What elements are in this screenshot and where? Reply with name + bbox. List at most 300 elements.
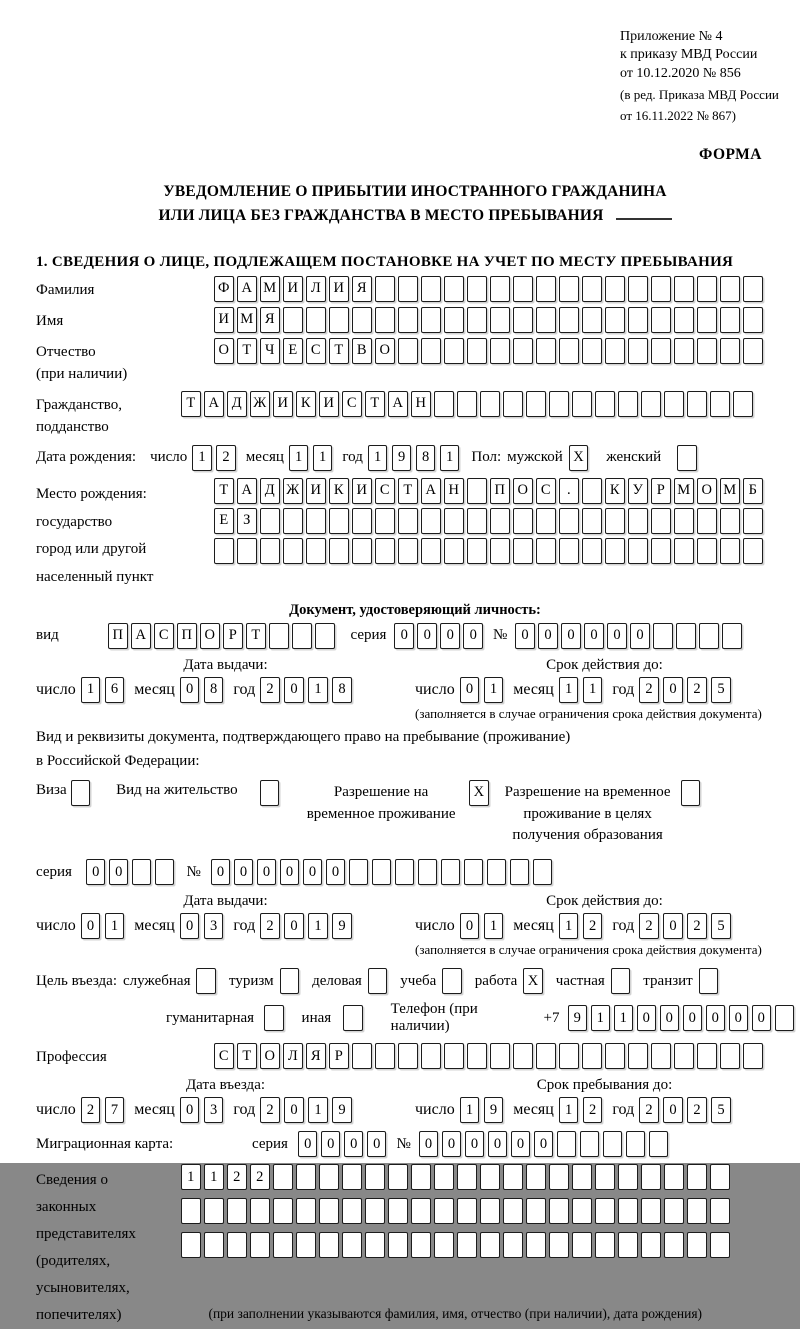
form-cell[interactable] bbox=[411, 1232, 431, 1258]
form-cell[interactable] bbox=[204, 1198, 224, 1224]
form-cell[interactable]: 1 bbox=[614, 1005, 634, 1031]
form-cell[interactable] bbox=[503, 1232, 523, 1258]
form-cell[interactable] bbox=[306, 538, 326, 564]
form-cell[interactable] bbox=[582, 1043, 602, 1069]
form-cell[interactable]: Е bbox=[214, 508, 234, 534]
form-cell[interactable]: 0 bbox=[321, 1131, 341, 1157]
form-cell[interactable] bbox=[720, 338, 740, 364]
form-cell[interactable] bbox=[398, 338, 418, 364]
form-cell[interactable] bbox=[557, 1131, 577, 1157]
form-cell[interactable]: 1 bbox=[591, 1005, 611, 1031]
form-cell[interactable] bbox=[699, 968, 719, 994]
form-cell[interactable] bbox=[227, 1198, 247, 1224]
form-cell[interactable]: 0 bbox=[367, 1131, 387, 1157]
form-cell[interactable]: 0 bbox=[394, 623, 414, 649]
form-cell[interactable] bbox=[549, 1198, 569, 1224]
form-cell[interactable]: К bbox=[329, 478, 349, 504]
form-cell[interactable] bbox=[388, 1164, 408, 1190]
form-cell[interactable] bbox=[250, 1198, 270, 1224]
form-cell[interactable] bbox=[526, 391, 546, 417]
form-cell[interactable] bbox=[132, 859, 152, 885]
form-cell[interactable] bbox=[352, 1043, 372, 1069]
form-cell[interactable]: 9 bbox=[484, 1097, 504, 1123]
form-cell[interactable]: А bbox=[131, 623, 151, 649]
form-cell[interactable] bbox=[503, 1198, 523, 1224]
form-cell[interactable] bbox=[467, 538, 487, 564]
form-cell[interactable]: Т bbox=[237, 1043, 257, 1069]
form-cell[interactable]: 0 bbox=[584, 623, 604, 649]
form-cell[interactable]: 8 bbox=[416, 445, 436, 471]
form-cell[interactable] bbox=[480, 1198, 500, 1224]
form-cell[interactable] bbox=[582, 538, 602, 564]
form-cell[interactable] bbox=[513, 1043, 533, 1069]
form-cell[interactable] bbox=[628, 538, 648, 564]
form-cell[interactable] bbox=[651, 307, 671, 333]
form-cell[interactable]: 2 bbox=[639, 1097, 659, 1123]
form-cell[interactable]: Т bbox=[181, 391, 201, 417]
form-cell[interactable] bbox=[687, 1198, 707, 1224]
form-cell[interactable]: 0 bbox=[660, 1005, 680, 1031]
form-cell[interactable]: О bbox=[260, 1043, 280, 1069]
form-cell[interactable]: 0 bbox=[234, 859, 254, 885]
form-cell[interactable] bbox=[237, 538, 257, 564]
form-cell[interactable] bbox=[641, 391, 661, 417]
form-cell[interactable] bbox=[71, 780, 91, 806]
form-cell[interactable]: 1 bbox=[181, 1164, 201, 1190]
form-cell[interactable] bbox=[549, 1164, 569, 1190]
form-cell[interactable]: 0 bbox=[284, 1097, 304, 1123]
form-cell[interactable]: 1 bbox=[460, 1097, 480, 1123]
form-cell[interactable] bbox=[572, 391, 592, 417]
form-cell[interactable]: Я bbox=[260, 307, 280, 333]
form-cell[interactable] bbox=[467, 508, 487, 534]
form-cell[interactable]: 0 bbox=[86, 859, 106, 885]
form-cell[interactable]: Т bbox=[246, 623, 266, 649]
form-cell[interactable] bbox=[434, 391, 454, 417]
form-cell[interactable] bbox=[628, 338, 648, 364]
form-cell[interactable] bbox=[204, 1232, 224, 1258]
form-cell[interactable] bbox=[434, 1198, 454, 1224]
form-cell[interactable] bbox=[467, 1043, 487, 1069]
form-cell[interactable] bbox=[641, 1232, 661, 1258]
form-cell[interactable] bbox=[605, 538, 625, 564]
form-cell[interactable] bbox=[365, 1198, 385, 1224]
form-cell[interactable] bbox=[676, 623, 696, 649]
form-cell[interactable]: 0 bbox=[326, 859, 346, 885]
form-cell[interactable] bbox=[580, 1131, 600, 1157]
form-cell[interactable]: 9 bbox=[332, 913, 352, 939]
form-cell[interactable] bbox=[375, 307, 395, 333]
form-cell[interactable]: А bbox=[204, 391, 224, 417]
form-cell[interactable] bbox=[720, 538, 740, 564]
form-cell[interactable] bbox=[559, 508, 579, 534]
form-cell[interactable]: 0 bbox=[460, 677, 480, 703]
form-cell[interactable]: И bbox=[306, 478, 326, 504]
form-cell[interactable]: 5 bbox=[711, 1097, 731, 1123]
form-cell[interactable] bbox=[421, 508, 441, 534]
form-cell[interactable] bbox=[536, 338, 556, 364]
form-cell[interactable]: 0 bbox=[298, 1131, 318, 1157]
form-cell[interactable] bbox=[368, 968, 388, 994]
form-cell[interactable] bbox=[250, 1232, 270, 1258]
form-cell[interactable] bbox=[595, 1164, 615, 1190]
form-cell[interactable] bbox=[480, 391, 500, 417]
form-cell[interactable]: 0 bbox=[257, 859, 277, 885]
form-cell[interactable] bbox=[697, 538, 717, 564]
form-cell[interactable]: 9 bbox=[392, 445, 412, 471]
form-cell[interactable]: Д bbox=[260, 478, 280, 504]
form-cell[interactable]: 1 bbox=[289, 445, 309, 471]
form-cell[interactable] bbox=[618, 1232, 638, 1258]
form-cell[interactable] bbox=[434, 1164, 454, 1190]
form-cell[interactable]: П bbox=[177, 623, 197, 649]
form-cell[interactable] bbox=[280, 968, 300, 994]
form-cell[interactable]: 0 bbox=[180, 677, 200, 703]
form-cell[interactable] bbox=[710, 1198, 730, 1224]
form-cell[interactable]: Т bbox=[329, 338, 349, 364]
form-cell[interactable] bbox=[398, 538, 418, 564]
form-cell[interactable] bbox=[681, 780, 701, 806]
form-cell[interactable] bbox=[421, 276, 441, 302]
form-cell[interactable] bbox=[582, 276, 602, 302]
form-cell[interactable]: 0 bbox=[706, 1005, 726, 1031]
form-cell[interactable] bbox=[269, 623, 289, 649]
form-cell[interactable] bbox=[697, 338, 717, 364]
form-cell[interactable] bbox=[457, 1232, 477, 1258]
form-cell[interactable] bbox=[467, 276, 487, 302]
form-cell[interactable]: 0 bbox=[465, 1131, 485, 1157]
form-cell[interactable] bbox=[641, 1198, 661, 1224]
form-cell[interactable] bbox=[699, 623, 719, 649]
form-cell[interactable]: 1 bbox=[559, 913, 579, 939]
form-cell[interactable]: 6 bbox=[105, 677, 125, 703]
form-cell[interactable]: 2 bbox=[639, 677, 659, 703]
form-cell[interactable]: 2 bbox=[687, 677, 707, 703]
form-cell[interactable]: 0 bbox=[211, 859, 231, 885]
form-cell[interactable] bbox=[375, 508, 395, 534]
form-cell[interactable]: О bbox=[375, 338, 395, 364]
form-cell[interactable]: У bbox=[628, 478, 648, 504]
form-cell[interactable] bbox=[467, 338, 487, 364]
form-cell[interactable] bbox=[513, 508, 533, 534]
form-cell[interactable] bbox=[442, 968, 462, 994]
form-cell[interactable] bbox=[214, 538, 234, 564]
form-cell[interactable] bbox=[365, 1232, 385, 1258]
form-cell[interactable] bbox=[674, 307, 694, 333]
form-cell[interactable] bbox=[418, 859, 438, 885]
form-cell[interactable]: И bbox=[319, 391, 339, 417]
form-cell[interactable] bbox=[372, 859, 392, 885]
form-cell[interactable] bbox=[605, 1043, 625, 1069]
form-cell[interactable]: 1 bbox=[105, 913, 125, 939]
form-cell[interactable]: Я bbox=[352, 276, 372, 302]
form-cell[interactable] bbox=[720, 508, 740, 534]
form-cell[interactable]: И bbox=[329, 276, 349, 302]
form-cell[interactable]: 1 bbox=[308, 913, 328, 939]
form-cell[interactable] bbox=[605, 276, 625, 302]
form-cell[interactable] bbox=[480, 1232, 500, 1258]
form-cell[interactable]: Ж bbox=[283, 478, 303, 504]
form-cell[interactable]: И bbox=[352, 478, 372, 504]
form-cell[interactable] bbox=[260, 538, 280, 564]
form-cell[interactable]: 0 bbox=[561, 623, 581, 649]
form-cell[interactable]: 2 bbox=[583, 1097, 603, 1123]
form-cell[interactable] bbox=[618, 1198, 638, 1224]
form-cell[interactable]: Н bbox=[444, 478, 464, 504]
form-cell[interactable] bbox=[457, 1164, 477, 1190]
form-cell[interactable] bbox=[487, 859, 507, 885]
form-cell[interactable] bbox=[444, 338, 464, 364]
form-cell[interactable]: 2 bbox=[687, 913, 707, 939]
form-cell[interactable]: Т bbox=[365, 391, 385, 417]
form-cell[interactable]: 0 bbox=[284, 677, 304, 703]
form-cell[interactable] bbox=[260, 780, 280, 806]
form-cell[interactable] bbox=[651, 508, 671, 534]
form-cell[interactable]: Ж bbox=[250, 391, 270, 417]
form-cell[interactable]: И bbox=[283, 276, 303, 302]
form-cell[interactable]: 0 bbox=[284, 913, 304, 939]
form-cell[interactable] bbox=[595, 391, 615, 417]
form-cell[interactable]: 5 bbox=[711, 677, 731, 703]
form-cell[interactable] bbox=[260, 508, 280, 534]
form-cell[interactable] bbox=[664, 1164, 684, 1190]
form-cell[interactable]: 0 bbox=[440, 623, 460, 649]
form-cell[interactable]: 1 bbox=[308, 1097, 328, 1123]
form-cell[interactable] bbox=[674, 1043, 694, 1069]
form-cell[interactable]: М bbox=[674, 478, 694, 504]
form-cell[interactable] bbox=[526, 1232, 546, 1258]
form-cell[interactable] bbox=[533, 859, 553, 885]
form-cell[interactable] bbox=[375, 1043, 395, 1069]
form-cell[interactable] bbox=[743, 538, 763, 564]
form-cell[interactable] bbox=[526, 1164, 546, 1190]
form-cell[interactable] bbox=[674, 508, 694, 534]
form-cell[interactable] bbox=[352, 538, 372, 564]
form-cell[interactable] bbox=[306, 508, 326, 534]
form-cell[interactable] bbox=[365, 1164, 385, 1190]
form-cell[interactable] bbox=[611, 968, 631, 994]
form-cell[interactable]: 0 bbox=[663, 913, 683, 939]
form-cell[interactable]: 1 bbox=[440, 445, 460, 471]
form-cell[interactable]: . bbox=[559, 478, 579, 504]
form-cell[interactable]: М bbox=[720, 478, 740, 504]
form-cell[interactable] bbox=[398, 307, 418, 333]
form-cell[interactable]: С bbox=[375, 478, 395, 504]
form-cell[interactable] bbox=[618, 391, 638, 417]
form-cell[interactable] bbox=[687, 1232, 707, 1258]
form-cell[interactable]: С bbox=[306, 338, 326, 364]
form-cell[interactable]: О bbox=[697, 478, 717, 504]
form-cell[interactable] bbox=[421, 307, 441, 333]
form-cell[interactable] bbox=[273, 1198, 293, 1224]
form-cell[interactable]: 0 bbox=[637, 1005, 657, 1031]
form-cell[interactable]: 0 bbox=[303, 859, 323, 885]
form-cell[interactable] bbox=[743, 1043, 763, 1069]
form-cell[interactable] bbox=[674, 538, 694, 564]
form-cell[interactable] bbox=[510, 859, 530, 885]
form-cell[interactable]: 2 bbox=[216, 445, 236, 471]
form-cell[interactable] bbox=[398, 1043, 418, 1069]
form-cell[interactable] bbox=[549, 391, 569, 417]
form-cell[interactable] bbox=[605, 508, 625, 534]
form-cell[interactable] bbox=[513, 538, 533, 564]
form-cell[interactable] bbox=[536, 508, 556, 534]
form-cell[interactable] bbox=[559, 307, 579, 333]
form-cell[interactable] bbox=[352, 508, 372, 534]
form-cell[interactable]: 0 bbox=[630, 623, 650, 649]
form-cell[interactable]: В bbox=[352, 338, 372, 364]
form-cell[interactable] bbox=[319, 1232, 339, 1258]
form-cell[interactable] bbox=[626, 1131, 646, 1157]
form-cell[interactable]: 0 bbox=[419, 1131, 439, 1157]
form-cell[interactable] bbox=[343, 1005, 363, 1031]
form-cell[interactable]: М bbox=[260, 276, 280, 302]
form-cell[interactable] bbox=[722, 623, 742, 649]
form-cell[interactable]: 1 bbox=[308, 677, 328, 703]
form-cell[interactable]: 1 bbox=[559, 677, 579, 703]
form-cell[interactable] bbox=[457, 391, 477, 417]
form-cell[interactable] bbox=[375, 276, 395, 302]
form-cell[interactable]: 2 bbox=[687, 1097, 707, 1123]
form-cell[interactable] bbox=[664, 391, 684, 417]
form-cell[interactable]: 0 bbox=[442, 1131, 462, 1157]
form-cell[interactable] bbox=[526, 1198, 546, 1224]
form-cell[interactable]: 0 bbox=[109, 859, 129, 885]
form-cell[interactable] bbox=[651, 276, 671, 302]
form-cell[interactable] bbox=[572, 1232, 592, 1258]
form-cell[interactable] bbox=[649, 1131, 669, 1157]
form-cell[interactable]: 2 bbox=[81, 1097, 101, 1123]
form-cell[interactable] bbox=[319, 1198, 339, 1224]
form-cell[interactable] bbox=[513, 307, 533, 333]
form-cell[interactable]: Д bbox=[227, 391, 247, 417]
form-cell[interactable]: И bbox=[273, 391, 293, 417]
form-cell[interactable] bbox=[664, 1198, 684, 1224]
form-cell[interactable] bbox=[559, 276, 579, 302]
form-cell[interactable] bbox=[559, 338, 579, 364]
form-cell[interactable] bbox=[342, 1164, 362, 1190]
form-cell[interactable]: 0 bbox=[683, 1005, 703, 1031]
form-cell[interactable]: И bbox=[214, 307, 234, 333]
form-cell[interactable]: С bbox=[154, 623, 174, 649]
form-cell[interactable]: 0 bbox=[463, 623, 483, 649]
form-cell[interactable] bbox=[329, 307, 349, 333]
form-cell[interactable] bbox=[549, 1232, 569, 1258]
form-cell[interactable]: 1 bbox=[484, 913, 504, 939]
form-cell[interactable]: А bbox=[237, 276, 257, 302]
form-cell[interactable]: Е bbox=[283, 338, 303, 364]
form-cell[interactable] bbox=[503, 1164, 523, 1190]
form-cell[interactable]: 0 bbox=[538, 623, 558, 649]
form-cell[interactable] bbox=[572, 1198, 592, 1224]
form-cell[interactable] bbox=[181, 1198, 201, 1224]
form-cell[interactable]: 0 bbox=[663, 1097, 683, 1123]
form-cell[interactable] bbox=[467, 478, 487, 504]
form-cell[interactable]: Л bbox=[306, 276, 326, 302]
form-cell[interactable] bbox=[605, 307, 625, 333]
form-cell[interactable] bbox=[536, 1043, 556, 1069]
form-cell[interactable] bbox=[490, 338, 510, 364]
form-cell[interactable] bbox=[618, 1164, 638, 1190]
form-cell[interactable] bbox=[283, 538, 303, 564]
form-cell[interactable]: С bbox=[536, 478, 556, 504]
form-cell[interactable] bbox=[513, 338, 533, 364]
form-cell[interactable]: 8 bbox=[204, 677, 224, 703]
form-cell[interactable] bbox=[490, 1043, 510, 1069]
form-cell[interactable]: 0 bbox=[663, 677, 683, 703]
form-cell[interactable]: 1 bbox=[484, 677, 504, 703]
form-cell[interactable] bbox=[687, 391, 707, 417]
form-cell[interactable] bbox=[628, 1043, 648, 1069]
form-cell[interactable] bbox=[775, 1005, 795, 1031]
form-cell[interactable]: П bbox=[490, 478, 510, 504]
form-cell[interactable] bbox=[536, 307, 556, 333]
form-cell[interactable] bbox=[457, 1198, 477, 1224]
form-cell[interactable] bbox=[467, 307, 487, 333]
form-cell[interactable] bbox=[595, 1232, 615, 1258]
form-cell[interactable]: 0 bbox=[344, 1131, 364, 1157]
form-cell[interactable] bbox=[388, 1232, 408, 1258]
form-cell[interactable] bbox=[398, 508, 418, 534]
form-cell[interactable]: 1 bbox=[559, 1097, 579, 1123]
form-cell[interactable] bbox=[464, 859, 484, 885]
form-cell[interactable] bbox=[296, 1232, 316, 1258]
form-cell[interactable] bbox=[296, 1198, 316, 1224]
form-cell[interactable] bbox=[296, 1164, 316, 1190]
form-cell[interactable]: Я bbox=[306, 1043, 326, 1069]
form-cell[interactable] bbox=[264, 1005, 284, 1031]
form-cell[interactable]: 7 bbox=[105, 1097, 125, 1123]
form-cell[interactable] bbox=[710, 391, 730, 417]
form-cell[interactable]: 3 bbox=[204, 1097, 224, 1123]
form-cell[interactable]: О bbox=[214, 338, 234, 364]
form-cell[interactable] bbox=[605, 338, 625, 364]
form-cell[interactable]: О bbox=[513, 478, 533, 504]
form-cell[interactable]: 1 bbox=[81, 677, 101, 703]
form-cell[interactable]: С bbox=[214, 1043, 234, 1069]
form-cell[interactable] bbox=[720, 276, 740, 302]
form-cell[interactable]: 0 bbox=[488, 1131, 508, 1157]
form-cell[interactable]: Т bbox=[237, 338, 257, 364]
form-cell[interactable]: 9 bbox=[332, 1097, 352, 1123]
form-cell[interactable]: Р bbox=[223, 623, 243, 649]
form-cell[interactable]: 5 bbox=[711, 913, 731, 939]
form-cell[interactable] bbox=[444, 1043, 464, 1069]
form-cell[interactable]: 1 bbox=[583, 677, 603, 703]
form-cell[interactable] bbox=[582, 307, 602, 333]
form-cell[interactable] bbox=[349, 859, 369, 885]
form-cell[interactable] bbox=[651, 538, 671, 564]
form-cell[interactable] bbox=[536, 276, 556, 302]
form-cell[interactable] bbox=[582, 508, 602, 534]
form-cell[interactable] bbox=[743, 508, 763, 534]
form-cell[interactable] bbox=[743, 307, 763, 333]
form-cell[interactable]: Ч bbox=[260, 338, 280, 364]
form-cell[interactable] bbox=[490, 538, 510, 564]
form-cell[interactable] bbox=[687, 1164, 707, 1190]
form-cell[interactable]: Ф bbox=[214, 276, 234, 302]
form-cell[interactable] bbox=[697, 508, 717, 534]
form-cell[interactable]: 0 bbox=[515, 623, 535, 649]
form-cell[interactable]: 3 bbox=[204, 913, 224, 939]
form-cell[interactable] bbox=[641, 1164, 661, 1190]
form-cell[interactable] bbox=[444, 307, 464, 333]
form-cell[interactable]: 2 bbox=[583, 913, 603, 939]
form-cell[interactable]: А bbox=[388, 391, 408, 417]
form-cell[interactable]: К bbox=[296, 391, 316, 417]
form-cell[interactable]: 8 bbox=[332, 677, 352, 703]
form-cell[interactable]: О bbox=[200, 623, 220, 649]
